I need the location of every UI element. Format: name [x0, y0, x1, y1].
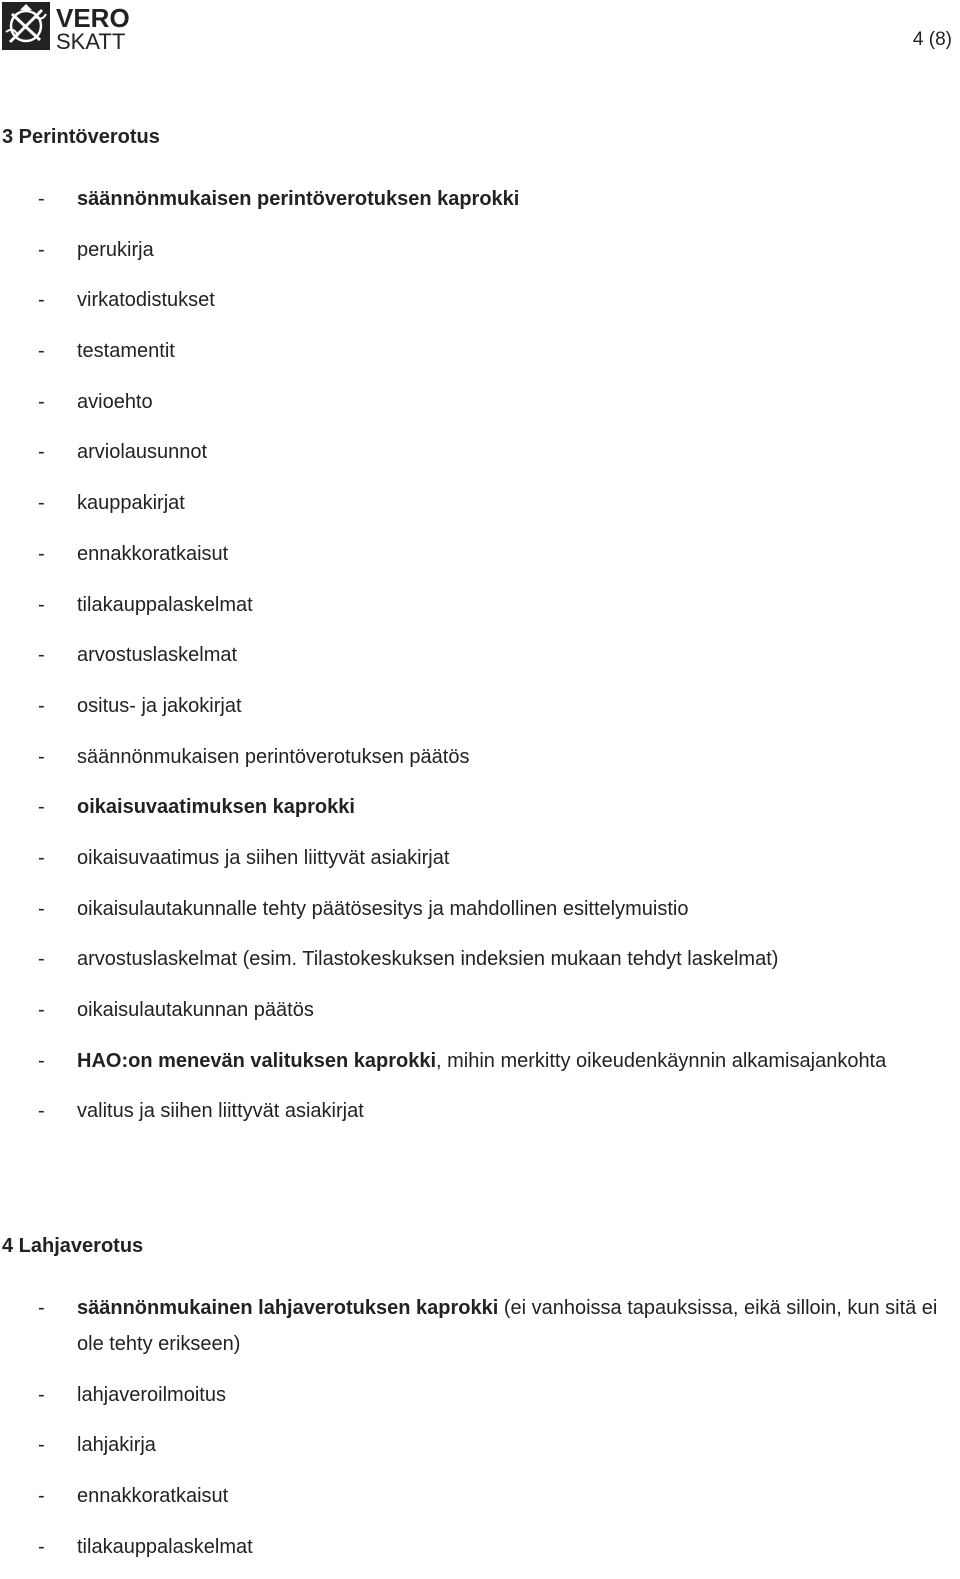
list-item	[0, 688, 960, 724]
dash-marker: -	[38, 745, 45, 768]
item-bold-text: oikaisuvaatimuksen kaprokki	[77, 796, 355, 819]
item-bold-text: säännönmukainen lahjaverotuksen kaprokki	[77, 1297, 499, 1319]
dash-marker: -	[38, 796, 45, 819]
list-item	[0, 587, 960, 623]
logo-text-top: VERO	[56, 3, 130, 33]
item-text: tilakauppalaskelmat	[77, 593, 253, 616]
list-item	[0, 941, 960, 977]
item-text: (ei vanhoissa tapauksissa, eikä silloin, kun sitä ei ole tehty erikseen)	[77, 1297, 938, 1355]
dash-marker: -	[38, 1383, 45, 1406]
logo-text-bottom: SKATT	[56, 29, 126, 50]
item-text: säännönmukaisen perintöverotuksen päätös	[77, 745, 470, 768]
list-item	[0, 434, 960, 470]
list-item	[0, 1290, 960, 1362]
dash-marker: -	[38, 1297, 45, 1319]
dash-marker: -	[38, 289, 45, 312]
item-text: virkatodistukset	[77, 289, 215, 312]
item-bold-text: HAO:on menevän valituksen kaprokki	[77, 1049, 437, 1072]
item-text: testamentit	[77, 340, 175, 363]
item-text: arvostuslaskelmat (esim. Tilastokeskuksen indeksien mukaan tehdyt laskelmat)	[77, 948, 779, 971]
dash-marker: -	[38, 1485, 45, 1508]
list-item	[0, 181, 960, 217]
list-item	[0, 1427, 960, 1463]
item-text: oikaisuvaatimus ja siihen liittyvät asiakirjat	[77, 846, 450, 869]
list-item	[0, 485, 960, 521]
dash-marker: -	[38, 542, 45, 565]
page-number: 4 (8)	[912, 29, 952, 50]
item-text: avioehto	[77, 390, 153, 413]
item-text: tilakauppalaskelmat	[77, 1535, 253, 1558]
item-text: ennakkoratkaisut	[77, 1485, 229, 1508]
dash-marker: -	[38, 644, 45, 667]
dash-marker: -	[38, 999, 45, 1021]
lahjaverotus-list	[0, 1290, 960, 1579]
list-item	[0, 789, 960, 825]
dash-marker: -	[38, 593, 45, 616]
list-item	[0, 1043, 960, 1079]
dash-marker: -	[38, 492, 45, 515]
item-text: lahjakirja	[77, 1434, 156, 1457]
dash-marker: -	[38, 188, 45, 210]
item-text: arviolausunnot	[77, 441, 208, 464]
item-text: ennakkoratkaisut	[77, 542, 229, 565]
list-item	[0, 1377, 960, 1413]
dash-marker: -	[38, 238, 45, 261]
list-item	[0, 282, 960, 318]
perintoverotus-list	[0, 181, 960, 1144]
list-item	[0, 891, 960, 927]
item-text: oikaisulautakunnan päätös	[77, 999, 314, 1021]
dash-marker: -	[38, 694, 45, 717]
list-item	[0, 333, 960, 369]
item-text: oikaisulautakunnalle tehty päätösesitys ja mahdollinen esittelymuistio	[77, 897, 689, 920]
vero-skatt-logo	[2, 2, 158, 50]
section-heading-lahjaverotus: 4 Lahjaverotus	[2, 1235, 144, 1257]
dash-marker: -	[38, 846, 45, 869]
dash-marker: -	[38, 340, 45, 363]
dash-marker: -	[38, 897, 45, 920]
list-item	[0, 1478, 960, 1514]
list-item	[0, 536, 960, 572]
list-item	[0, 637, 960, 673]
dash-marker: -	[38, 1049, 45, 1072]
dash-marker: -	[38, 1434, 45, 1457]
item-text: perukirja	[77, 238, 154, 261]
list-item	[0, 1529, 960, 1565]
list-item	[0, 1093, 960, 1129]
item-text: arvostuslaskelmat	[77, 644, 238, 667]
item-text: kauppakirjat	[77, 492, 185, 515]
item-text: valitus ja siihen liittyvät asiakirjat	[77, 1100, 364, 1123]
list-item	[0, 739, 960, 775]
item-text: ositus- ja jakokirjat	[77, 694, 242, 717]
item-text: , mihin merkitty oikeudenkäynnin alkamisajankohta	[436, 1049, 887, 1072]
list-item	[0, 840, 960, 876]
dash-marker: -	[38, 948, 45, 971]
list-item	[0, 992, 960, 1028]
dash-marker: -	[38, 1535, 45, 1558]
section-heading-perintoverotus: 3 Perintöverotus	[2, 126, 160, 148]
list-item	[0, 384, 960, 420]
dash-marker: -	[38, 390, 45, 413]
item-text: lahjaveroilmoitus	[77, 1383, 226, 1406]
list-item	[0, 232, 960, 268]
dash-marker: -	[38, 1100, 45, 1123]
item-bold-text: säännönmukaisen perintöverotuksen kaprokki	[77, 188, 520, 210]
dash-marker: -	[38, 441, 45, 464]
